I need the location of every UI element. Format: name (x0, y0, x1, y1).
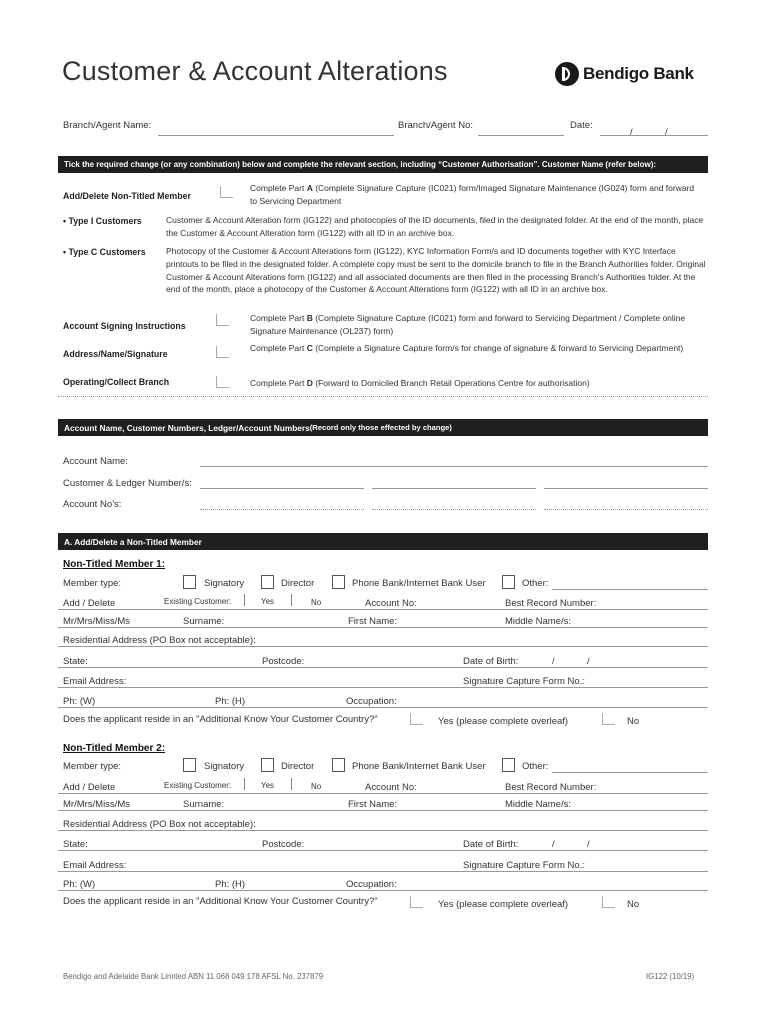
member-type-label: Member type: (63, 761, 122, 772)
add-delete-member-text: Complete Part A (Complete Signature Capture (IC021) form/Imaged Signature Maintenance (IG024) form and forward to Servicing Department (250, 183, 695, 206)
phone-row-line[interactable] (58, 890, 708, 891)
instructions-bar: Tick the required change (or any combination) below and complete the relevant section, including “Customer Authorisation”. Customer Name (refer below): (58, 156, 708, 173)
footer-company: Bendigo and Adelaide Bank Limited ABN 11 068 049 178 AFSL No. 237879 (63, 972, 324, 981)
account-signing-checkbox[interactable] (216, 314, 229, 326)
residential-address-line[interactable] (58, 830, 708, 831)
phone-bank-label: Phone Bank/Internet Bank User (352, 578, 486, 589)
middle-name-label: Middle Name/s: (505, 616, 571, 627)
account-nos-label: Account No’s: (63, 499, 122, 510)
phone-bank-label: Phone Bank/Internet Bank User (352, 761, 486, 772)
email-label: Email Address: (63, 860, 127, 871)
existing-customer-label: Existing Customer: (164, 781, 232, 790)
date-field[interactable] (600, 135, 708, 136)
branch-agent-no-label: Branch/Agent No: (398, 120, 473, 131)
dob-slash-1: / (552, 839, 555, 850)
director-checkbox[interactable] (261, 575, 274, 589)
other-label: Other: (522, 578, 549, 589)
instructions-divider (58, 396, 708, 397)
director-label: Director (281, 578, 315, 589)
kyc-no-checkbox[interactable] (602, 896, 615, 908)
first-name-label: First Name: (348, 799, 398, 810)
existing-yes-option[interactable]: Yes (261, 781, 275, 790)
name-row-line[interactable] (58, 810, 708, 811)
occupation-label: Occupation: (346, 696, 397, 707)
surname-label: Surname: (183, 799, 225, 810)
other-field[interactable] (552, 772, 708, 773)
account-nos-field-1[interactable] (200, 509, 364, 510)
other-field[interactable] (552, 589, 708, 590)
signatory-label: Signatory (204, 761, 245, 772)
state-label: State: (63, 656, 88, 667)
existing-no-divider (291, 778, 292, 790)
customer-ledger-field-3[interactable] (544, 488, 708, 489)
dob-slash-1: / (552, 656, 555, 667)
director-label: Director (281, 761, 315, 772)
add-delete-label: Add / Delete (63, 598, 116, 609)
kyc-no-label: No (627, 716, 640, 727)
bendigo-logo-icon (555, 62, 579, 86)
account-signing-label: Account Signing Instructions (63, 321, 186, 331)
residential-address-label: Residential Address (PO Box not acceptable): (63, 819, 256, 830)
address-name-signature-text: Complete Part C (Complete a Signature Capture form/s for change of signature & forward to Servicing Department) (250, 343, 684, 353)
existing-no-divider (291, 594, 292, 606)
footer-form-code: IG122 (10/19) (646, 972, 695, 981)
kyc-yes-label: Yes (please complete overleaf) (438, 716, 569, 727)
branch-agent-name-label: Branch/Agent Name: (63, 120, 152, 131)
phone-bank-checkbox[interactable] (332, 758, 345, 772)
email-row-line[interactable] (58, 687, 708, 688)
kyc-yes-checkbox[interactable] (410, 713, 423, 725)
dob-label: Date of Birth: (463, 839, 519, 850)
existing-yes-option[interactable]: Yes (261, 597, 275, 606)
type-c-customers-text: Photocopy of the Customer & Account Alterations form (IG122), KYC Information Form/s and ID documents together with KYC Interface printouts to be filed in the designated folder. A complete copy must be sent to the domicile branch to file in the Branch Authorities folder. Original Customer & Account Alterations form (IG122) and all associated documents are then filed in the processing Branch's Authorities folder. At the end of the month, place a photocopy of the Customer & Account Alterations form (IG122) with all ID in an archive box. (166, 246, 706, 295)
phone-bank-checkbox[interactable] (332, 575, 345, 589)
member-1-title: Non-Titled Member 1: (63, 559, 166, 570)
add-delete-member-label: Add/Delete Non-Titled Member (63, 191, 191, 201)
branch-agent-name-field[interactable] (158, 135, 394, 136)
account-name-label: Account Name: (63, 456, 128, 467)
account-name-field[interactable] (200, 466, 708, 467)
account-nos-field-3[interactable] (544, 509, 708, 510)
add-delete-member-checkbox[interactable] (220, 186, 233, 198)
type-c-customers-label: • Type C Customers (63, 247, 146, 257)
address-name-signature-checkbox[interactable] (216, 346, 229, 358)
postcode-label: Postcode: (262, 839, 305, 850)
ph-w-label: Ph: (W) (63, 696, 96, 707)
sig-capture-label: Signature Capture Form No.: (463, 676, 585, 687)
signatory-checkbox[interactable] (183, 758, 196, 772)
other-label: Other: (522, 761, 549, 772)
title-label: Mr/Mrs/Miss/Ms (63, 799, 131, 810)
part-a-bar: A. Add/Delete a Non-Titled Member (58, 533, 708, 550)
operating-collect-branch-checkbox[interactable] (216, 376, 229, 388)
address-name-signature-label: Address/Name/Signature (63, 349, 168, 359)
dob-slash-2: / (587, 839, 590, 850)
existing-customer-label: Existing Customer: (164, 597, 232, 606)
signatory-label: Signatory (204, 578, 245, 589)
add-delete-row-line[interactable] (58, 609, 708, 610)
add-delete-row-line[interactable] (58, 793, 708, 794)
kyc-yes-checkbox[interactable] (410, 896, 423, 908)
account-signing-text: Complete Part B (Complete Signature Capture (IC021) form and forward to Servicing Department / Complete online Signature Maintenance (OL237) form) (250, 313, 686, 336)
title-label: Mr/Mrs/Miss/Ms (63, 616, 131, 627)
phone-row-line[interactable] (58, 707, 708, 708)
kyc-yes-label: Yes (please complete overleaf) (438, 899, 569, 910)
operating-collect-branch-text: Complete Part D (Forward to Domiciled Branch Retail Operations Centre for authorisation) (250, 378, 590, 388)
other-checkbox[interactable] (502, 575, 515, 589)
surname-label: Surname: (183, 616, 225, 627)
best-record-label: Best Record Number: (505, 598, 597, 609)
state-label: State: (63, 839, 88, 850)
sig-capture-label: Signature Capture Form No.: (463, 860, 585, 871)
kyc-question: Does the applicant reside in an "Additional Know Your Customer Country?" (63, 714, 378, 725)
name-row-line[interactable] (58, 627, 708, 628)
member-2-title: Non-Titled Member 2: (63, 743, 166, 754)
middle-name-label: Middle Name/s: (505, 799, 571, 810)
existing-yes-divider (244, 778, 245, 790)
date-slash-2: / (665, 127, 668, 138)
brand-logo (555, 60, 694, 88)
state-row-line[interactable] (58, 667, 708, 668)
add-delete-label: Add / Delete (63, 782, 116, 793)
ph-h-label: Ph: (H) (215, 879, 246, 890)
accounts-bar: Account Name, Customer Numbers, Ledger/Account Numbers (Record only those effected by change) (58, 419, 708, 436)
account-nos-field-2[interactable] (372, 509, 536, 510)
state-row-line[interactable] (58, 850, 708, 851)
email-label: Email Address: (63, 676, 127, 687)
ph-w-label: Ph: (W) (63, 879, 96, 890)
existing-yes-divider (244, 594, 245, 606)
other-checkbox[interactable] (502, 758, 515, 772)
kyc-no-checkbox[interactable] (602, 713, 615, 725)
account-no-label: Account No: (365, 598, 417, 609)
dob-slash-2: / (587, 656, 590, 667)
kyc-question: Does the applicant reside in an "Additional Know Your Customer Country?" (63, 896, 378, 907)
occupation-label: Occupation: (346, 879, 397, 890)
customer-ledger-field-1[interactable] (200, 488, 364, 489)
signatory-checkbox[interactable] (183, 575, 196, 589)
best-record-label: Best Record Number: (505, 782, 597, 793)
branch-agent-no-field[interactable] (478, 135, 564, 136)
existing-no-option[interactable]: No (311, 598, 322, 607)
first-name-label: First Name: (348, 616, 398, 627)
residential-address-line[interactable] (58, 646, 708, 647)
member-type-label: Member type: (63, 578, 122, 589)
date-slash-1: / (630, 127, 633, 138)
date-label: Date: (570, 120, 593, 131)
director-checkbox[interactable] (261, 758, 274, 772)
existing-no-option[interactable]: No (311, 782, 322, 791)
customer-ledger-label: Customer & Ledger Number/s: (63, 478, 192, 489)
customer-ledger-field-2[interactable] (372, 488, 536, 489)
dob-label: Date of Birth: (463, 656, 519, 667)
page-title: Customer & Account Alterations (62, 56, 448, 86)
email-row-line[interactable] (58, 871, 708, 872)
kyc-no-label: No (627, 899, 640, 910)
residential-address-label: Residential Address (PO Box not acceptable): (63, 635, 256, 646)
type-i-customers-text: Customer & Account Alteration form (IG122) and photocopies of the ID documents, filed in the designated folder. At the end of the month, place the Customer & Account Alteration form (IG122) with all ID in an archive box. (166, 215, 704, 238)
ph-h-label: Ph: (H) (215, 696, 246, 707)
postcode-label: Postcode: (262, 656, 305, 667)
operating-collect-branch-label: Operating/Collect Branch (63, 377, 170, 387)
account-no-label: Account No: (365, 782, 417, 793)
brand-name: Bendigo Bank (583, 64, 694, 83)
type-i-customers-label: • Type I Customers (63, 216, 142, 226)
